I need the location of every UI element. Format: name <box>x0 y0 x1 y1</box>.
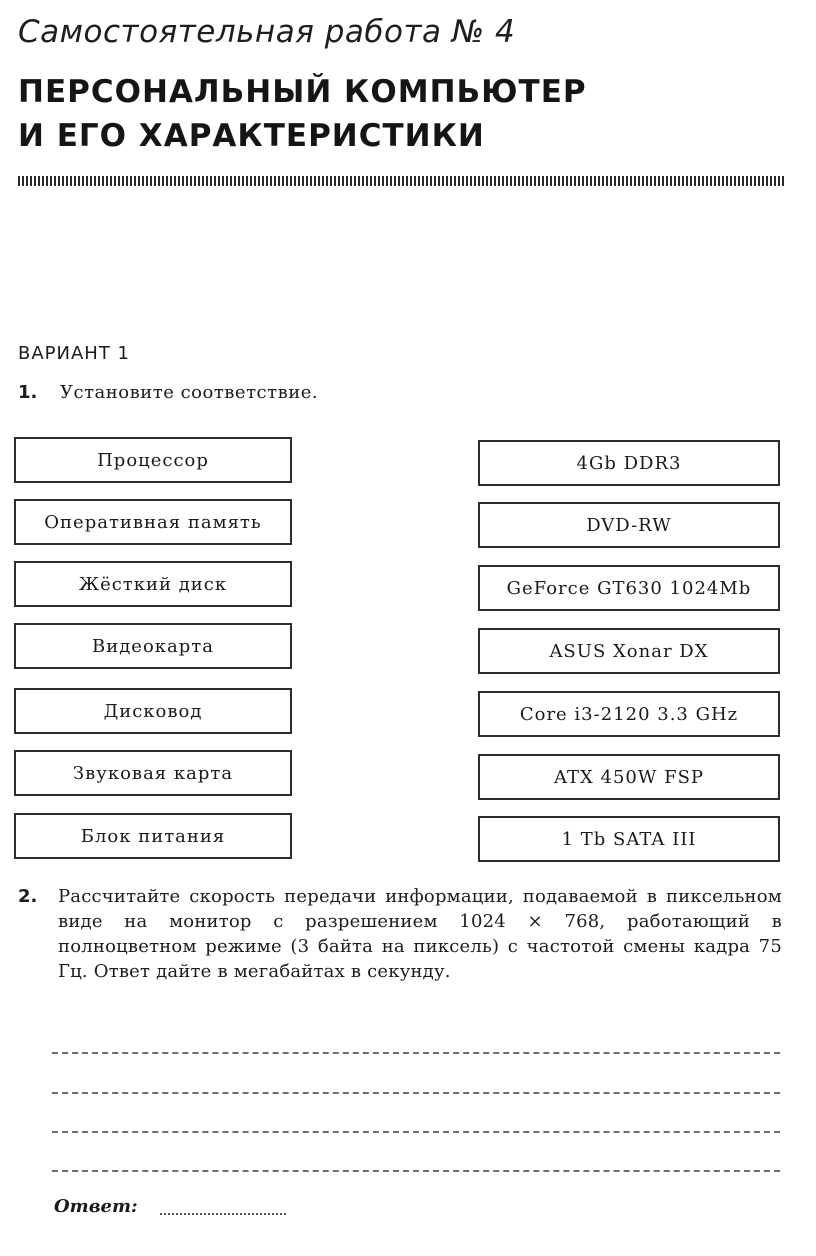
hatched-divider <box>18 176 784 186</box>
right-item-asus-xonar[interactable]: ASUS Xonar DX <box>478 628 780 674</box>
question-2-text: Рассчитайте скорость передачи информации, подаваемой в пиксельном виде на монитор с разрешением 1024 × 768, работающий в полноцветном режиме (3 байта на пиксель) с частотой смены кадра 75 Гц. Ответ дайте в мегабайтах в секунду. <box>58 886 782 982</box>
left-item-hard-disk[interactable]: Жёсткий диск <box>14 561 292 607</box>
right-item-core-i3[interactable]: Core i3-2120 3.3 GHz <box>478 691 780 737</box>
answer-line-2[interactable] <box>52 1092 780 1094</box>
left-item-ram[interactable]: Оперативная память <box>14 499 292 545</box>
right-item-atx-psu[interactable]: ATX 450W FSP <box>478 754 780 800</box>
question-2-number: 2. <box>18 886 38 907</box>
title-line-2: И ЕГО ХАРАКТЕРИСТИКИ <box>18 118 485 154</box>
left-item-power-supply[interactable]: Блок питания <box>14 813 292 859</box>
answer-line-4[interactable] <box>52 1170 780 1172</box>
title-line-1: ПЕРСОНАЛЬНЫЙ КОМПЬЮТЕР <box>18 74 587 110</box>
left-item-processor[interactable]: Процессор <box>14 437 292 483</box>
worksheet-subtitle: Самостоятельная работа № 4 <box>18 14 516 50</box>
right-item-sata-hdd[interactable]: 1 Tb SATA III <box>478 816 780 862</box>
worksheet-title <box>18 70 587 158</box>
right-item-4gb-ddr3[interactable]: 4Gb DDR3 <box>478 440 780 486</box>
answer-blank[interactable] <box>160 1213 286 1215</box>
right-item-geforce[interactable]: GeForce GT630 1024Mb <box>478 565 780 611</box>
question-1-text: Установите соответствие. <box>60 382 319 403</box>
question-1-number: 1. <box>18 382 38 403</box>
right-item-dvd-rw[interactable]: DVD-RW <box>478 502 780 548</box>
answer-line-1[interactable] <box>52 1052 780 1054</box>
left-item-sound-card[interactable]: Звуковая карта <box>14 750 292 796</box>
left-item-video-card[interactable]: Видеокарта <box>14 623 292 669</box>
variant-heading: ВАРИАНТ 1 <box>18 343 130 364</box>
left-item-disk-drive[interactable]: Дисковод <box>14 688 292 734</box>
answer-label: Ответ: <box>54 1196 138 1217</box>
answer-line-3[interactable] <box>52 1131 780 1133</box>
